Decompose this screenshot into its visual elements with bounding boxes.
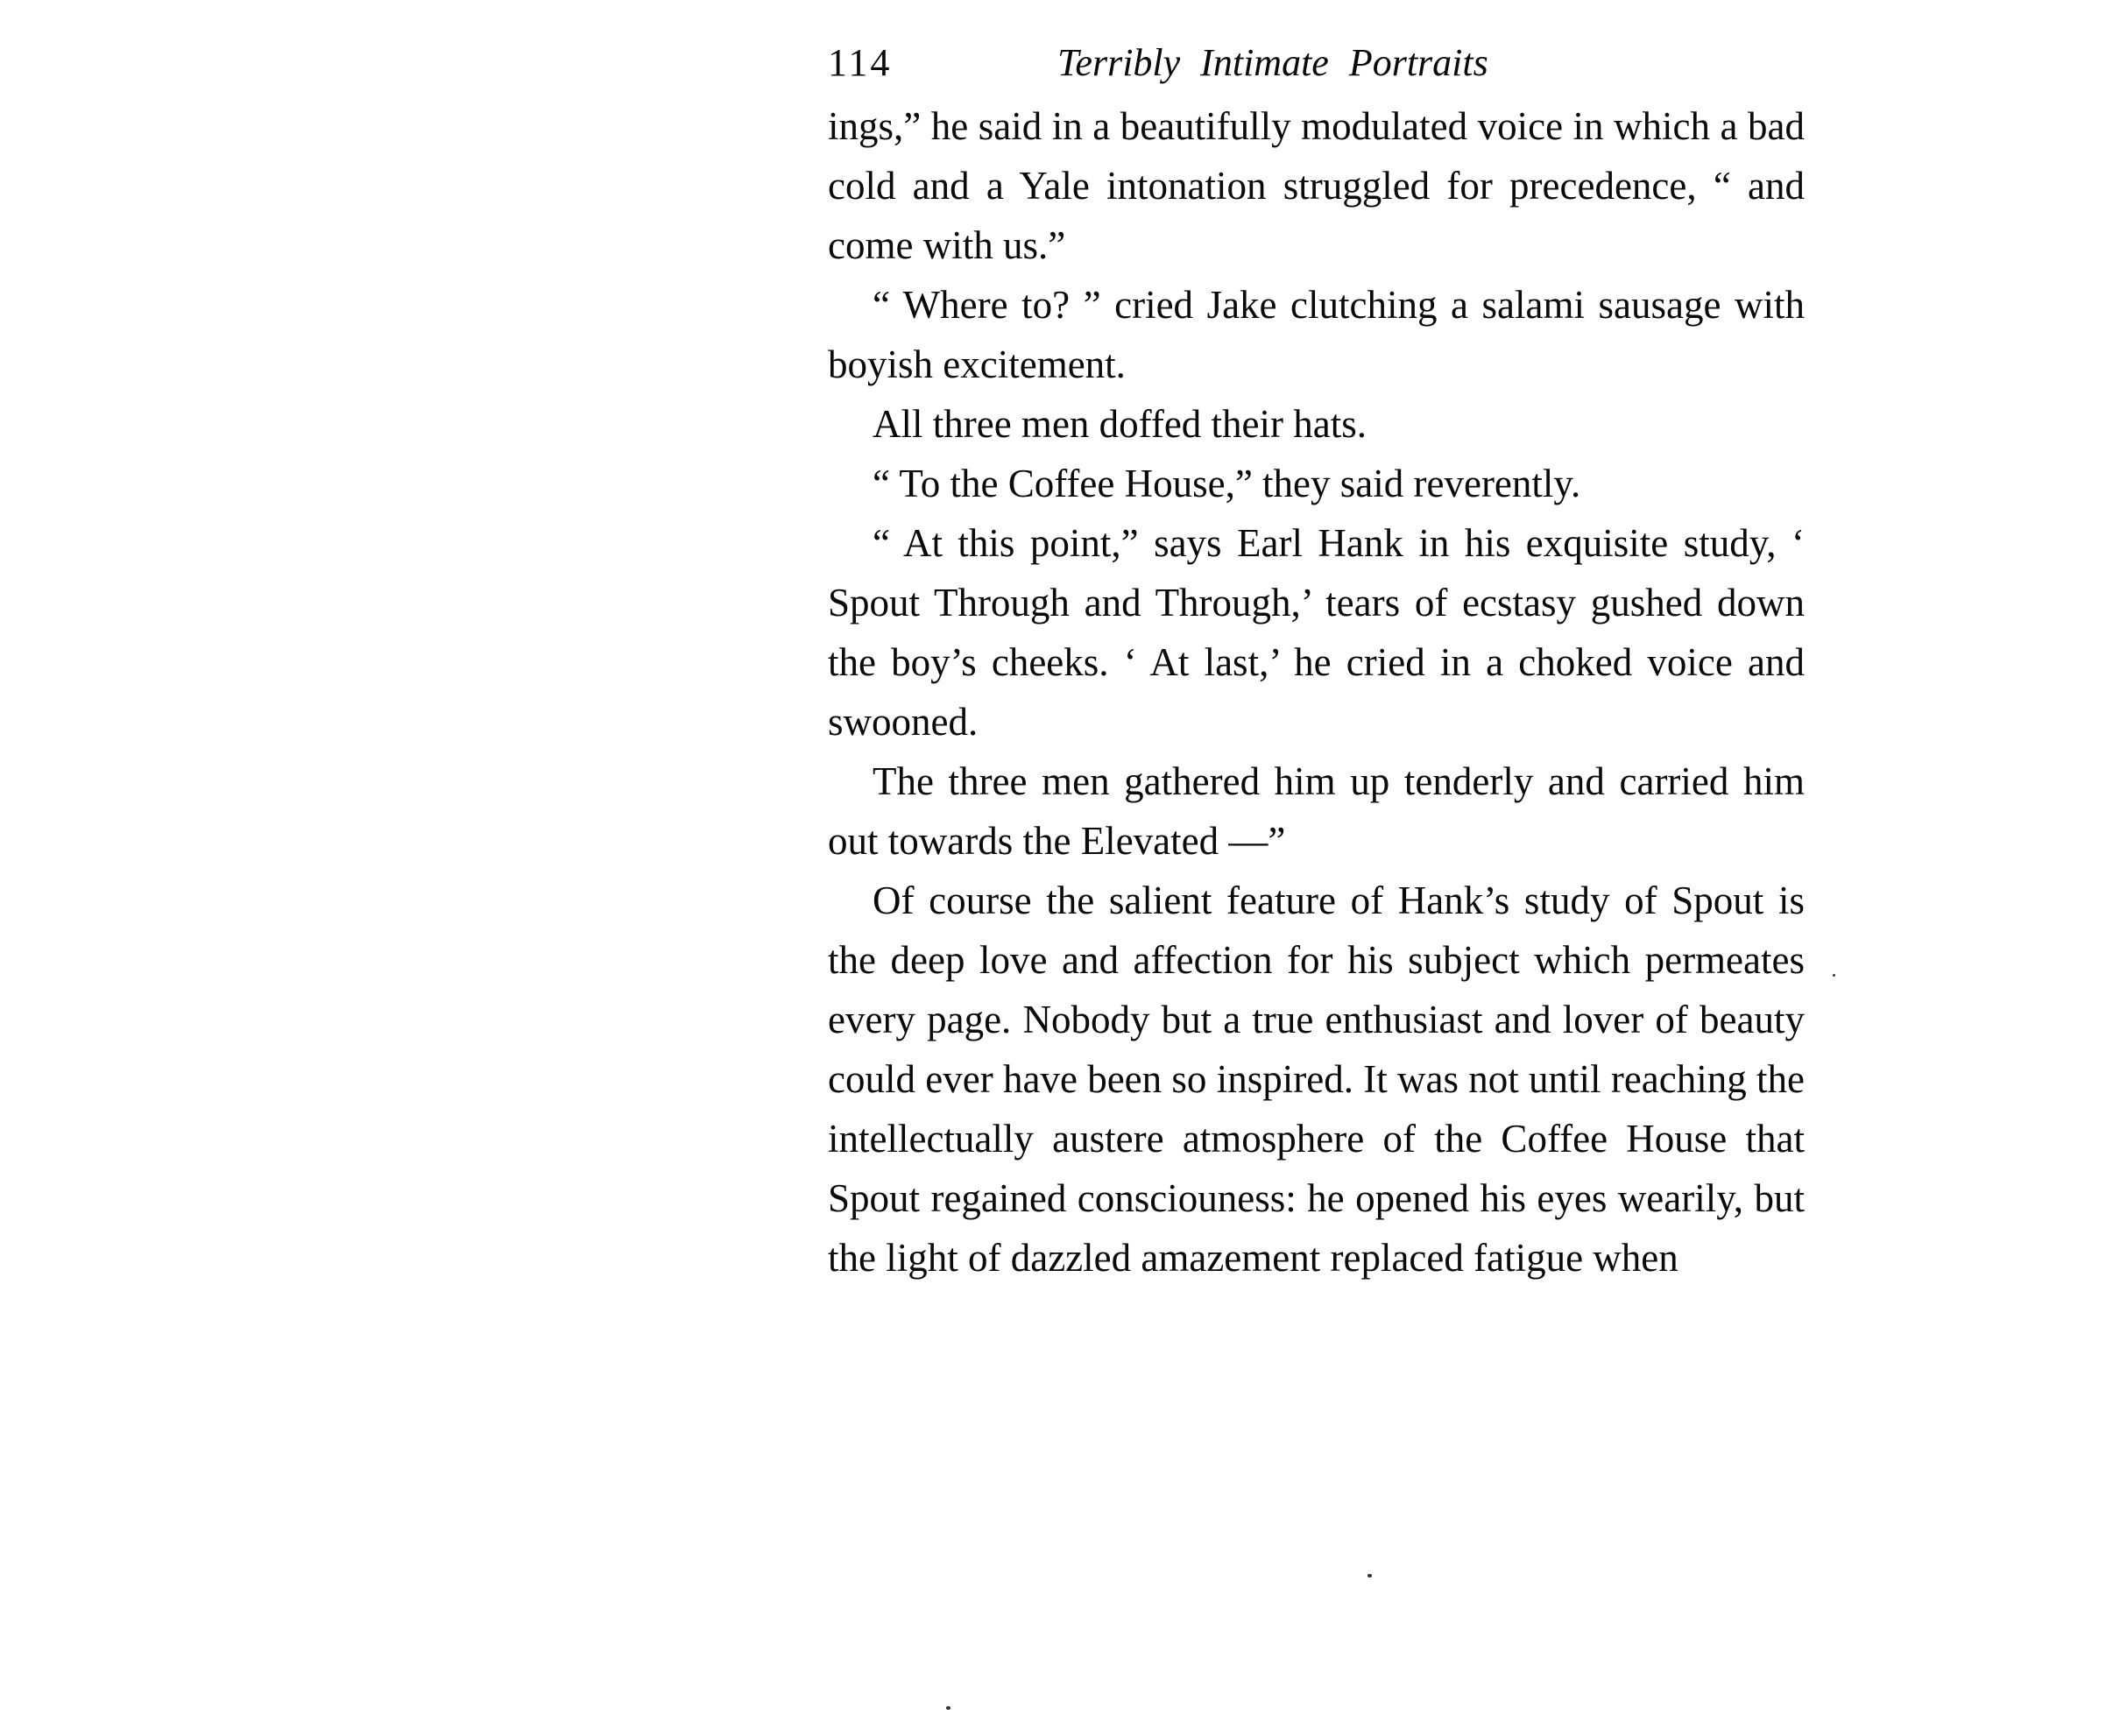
paragraph: ings,” he said in a beautifully modulated voice in which a bad cold and a Yale intonation struggled for precedence, “ and come with us.” xyxy=(828,104,1805,267)
body-text xyxy=(828,96,1805,1288)
running-head xyxy=(828,35,1805,96)
paragraph: “ Where to? ” cried Jake clutching a salami sausage with boyish excitement. xyxy=(828,283,1805,386)
book-page xyxy=(828,35,1805,1288)
scan-speck xyxy=(1833,974,1835,977)
page-number: 114 xyxy=(828,41,893,84)
paragraph: “ At this point,” says Earl Hank in his exquisite study, ‘ Spout Through and Through,’ tears of ecstasy gushed down the boy’s cheeks. ‘ At last,’ he cried in a choked voice and swooned. xyxy=(828,521,1805,744)
scan-speck xyxy=(1367,1574,1372,1577)
paragraph: “ To the Coffee House,” they said reverently. xyxy=(873,462,1581,505)
paragraph: The three men gathered him up tenderly and carried him out towards the Elevated —” xyxy=(828,759,1805,863)
paragraph: Of course the salient feature of Hank’s study of Spout is the deep love and affection for his subject which permeates every page. Nobody but a true enthusiast and lover of beauty could ever have been so inspired. It was not until reaching the intellectually austere atmosphere of the Coffee House that Spout regained consciouness: he opened his eyes wearily, but the light of dazzled amazement replaced fatigue when xyxy=(828,879,1805,1280)
paragraph: All three men doffed their hats. xyxy=(873,402,1367,446)
scan-speck xyxy=(946,1706,950,1710)
running-title: Terribly Intimate Portraits xyxy=(1057,41,1488,84)
